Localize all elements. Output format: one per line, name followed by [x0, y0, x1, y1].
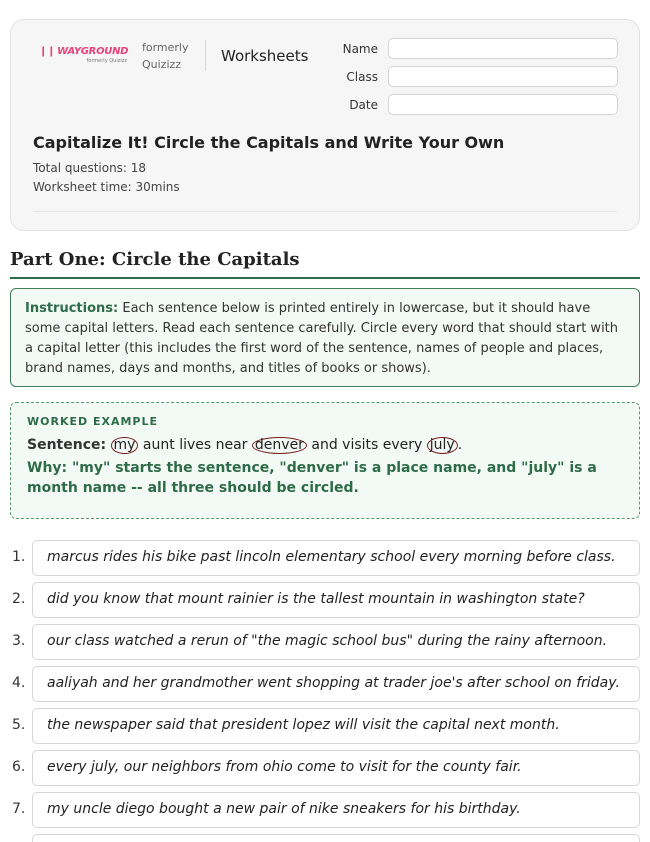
sentence-label: Sentence:	[27, 437, 107, 453]
circled-word: denver	[252, 437, 307, 454]
worked-example-heading: WORKED EXAMPLE	[27, 415, 158, 428]
class-label: Class	[346, 70, 378, 84]
worksheet-header-card	[10, 19, 640, 231]
part-one-title: Part One: Circle the Capitals	[10, 249, 300, 270]
logo-text: WAYGROUND	[57, 46, 129, 57]
why-text: "my" starts the sentence, "denver" is a place name, and "july" is a month name -- all three should be circled.	[27, 460, 597, 496]
example-text: and visits every	[306, 437, 427, 453]
question-sentence	[32, 834, 640, 842]
question-sentence: my uncle diego bought a new pair of nike sneakers for his birthday.	[32, 792, 640, 828]
question-number: 7.	[12, 801, 26, 817]
why-label: Why:	[27, 460, 68, 476]
question-sentence: aaliyah and her grandmother went shopping at trader joe's after school on friday.	[32, 666, 640, 702]
formerly-line1: formerly	[142, 41, 189, 54]
name-label: Name	[342, 42, 378, 56]
class-input[interactable]	[388, 66, 618, 87]
example-sentence	[27, 435, 623, 455]
question-number: 1.	[12, 549, 26, 565]
question-row	[10, 624, 640, 660]
example-why	[27, 458, 623, 498]
date-label: Date	[349, 98, 378, 112]
instructions-lead: Instructions:	[25, 301, 119, 316]
example-text: aunt lives near	[138, 437, 252, 453]
question-sentence: the newspaper said that president lopez will visit the capital next month.	[32, 708, 640, 744]
worksheets-label: Worksheets	[221, 47, 309, 65]
question-row	[10, 540, 640, 576]
example-text: .	[457, 437, 463, 453]
formerly-line2: Quizizz	[142, 58, 182, 71]
formerly-quizizz	[142, 39, 189, 73]
question-number: 5.	[12, 717, 26, 733]
question-number: 4.	[12, 675, 26, 691]
instructions-box	[10, 288, 640, 387]
date-input[interactable]	[388, 94, 618, 115]
question-row	[10, 582, 640, 618]
question-row	[10, 792, 640, 828]
total-questions: Total questions: 18	[33, 161, 147, 175]
question-sentence: did you know that mount rainier is the tallest mountain in washington state?	[32, 582, 640, 618]
question-sentence: every july, our neighbors from ohio come to visit for the county fair.	[32, 750, 640, 786]
logo-subtext: formerly Quizizz	[86, 58, 127, 64]
worked-example-box	[10, 402, 640, 519]
circled-word: july	[427, 437, 458, 454]
question-row	[10, 708, 640, 744]
question-row	[10, 666, 640, 702]
question-sentence: our class watched a rerun of "the magic school bus" during the rainy afternoon.	[32, 624, 640, 660]
question-row	[10, 750, 640, 786]
circled-word: my	[111, 437, 139, 454]
worksheet-time: Worksheet time: 30mins	[33, 180, 180, 194]
header-rule	[33, 211, 617, 212]
name-input[interactable]	[388, 38, 618, 59]
wayground-logo	[39, 46, 127, 64]
header-divider	[205, 40, 206, 71]
question-sentence: marcus rides his bike past lincoln elementary school every morning before class.	[32, 540, 640, 576]
part-one-rule	[10, 277, 640, 279]
instructions-text: Each sentence below is printed entirely in lowercase, but it should have some capital letters. Read each sentence carefully. Circle every word that should start with a capital letter (this includes the first word of the sentence, names of people and places, brand names, days and months, and titles of books or shows).	[25, 301, 619, 376]
question-number: 2.	[12, 591, 26, 607]
question-row	[10, 834, 640, 842]
question-number: 6.	[12, 759, 26, 775]
worksheet-title: Capitalize It! Circle the Capitals and Write Your Own	[33, 133, 505, 152]
logo-bars-icon: ❙❙	[39, 46, 56, 57]
question-number: 3.	[12, 633, 26, 649]
